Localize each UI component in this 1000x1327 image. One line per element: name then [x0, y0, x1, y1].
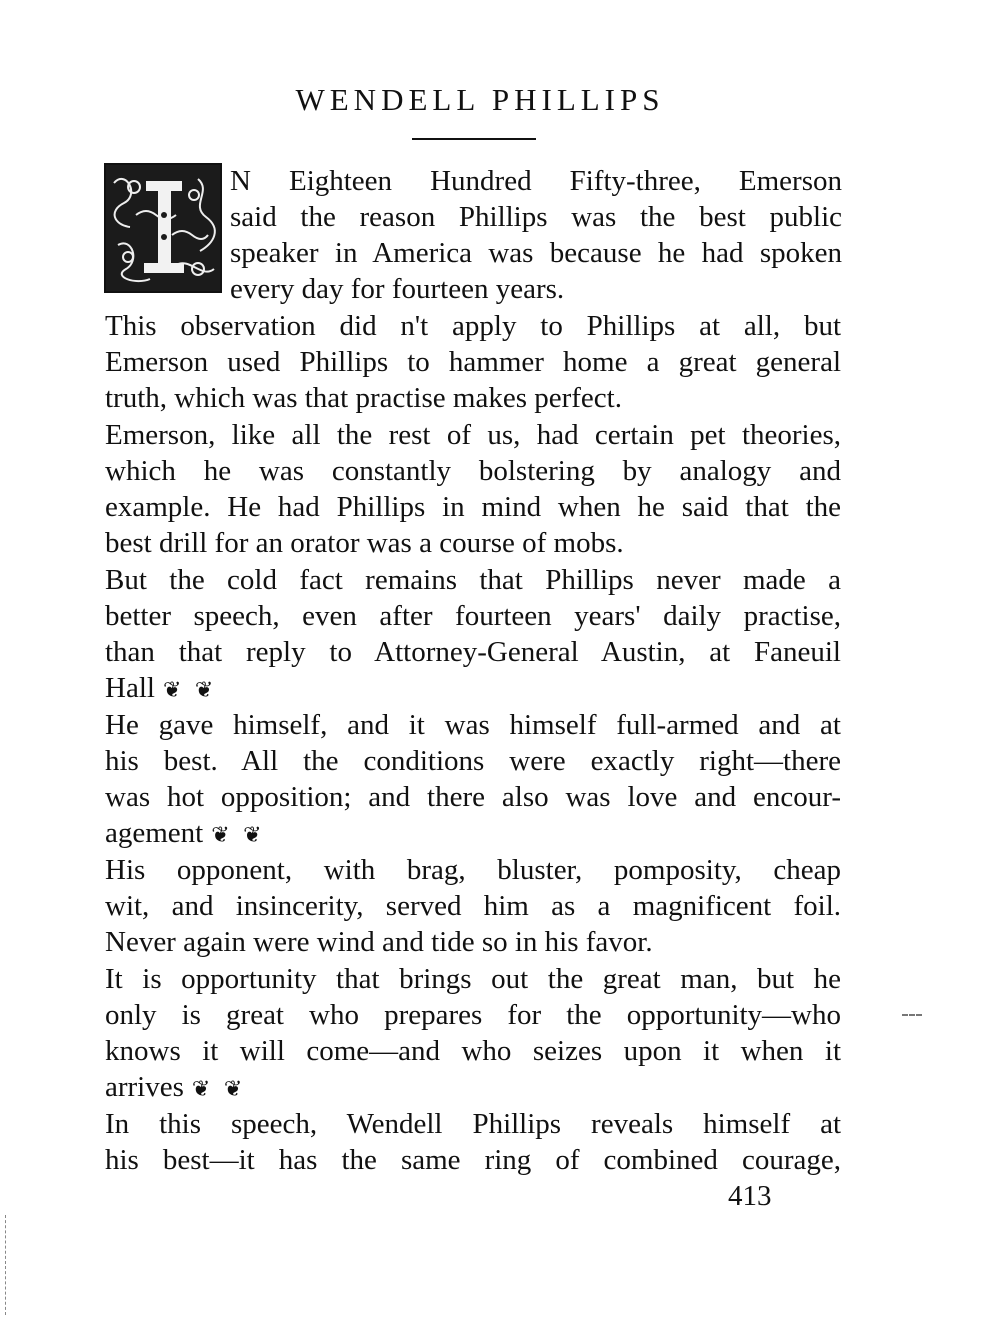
text-line: It is opportunity that brings out the great man, but he	[105, 963, 841, 995]
text-line: He gave himself, and it was himself full-armed and at	[105, 709, 841, 741]
scan-speck	[902, 1014, 922, 1018]
drop-cap-ornament-icon	[106, 165, 220, 291]
drop-cap	[104, 163, 222, 293]
text-line: was hot opposition; and there also was love and encour-	[105, 781, 841, 813]
fleuron-ornament-icon: ❦ ❦	[211, 822, 266, 847]
scan-edge-mark	[5, 1215, 6, 1315]
text-line: His opponent, with brag, bluster, pomposity, cheap	[105, 854, 841, 886]
text-line: speaker in America was because he had spoken	[230, 237, 842, 269]
text-line: wit, and insincerity, served him as a magnificent foil.	[105, 890, 841, 922]
page-number: 413	[728, 1180, 772, 1212]
title-rule	[412, 138, 536, 140]
running-head: WENDELL PHILLIPS	[295, 82, 665, 117]
text-line: agement	[105, 817, 204, 849]
text-line: better speech, even after fourteen years' daily practise,	[105, 600, 841, 632]
text-line: knows it will come—and who seizes upon it when it	[105, 1035, 841, 1067]
text-line: every day for fourteen years.	[230, 273, 565, 305]
text-line-with-ornament	[105, 815, 266, 853]
text-line: than that reply to Attorney-General Austin, at Faneuil	[105, 636, 841, 668]
text-line: Hall	[105, 672, 155, 704]
text-line: Emerson used Phillips to hammer home a great general	[105, 346, 841, 378]
text-line: which he was constantly bolstering by analogy and	[105, 455, 841, 487]
text-line: This observation did n't apply to Phillips at all, but	[105, 310, 841, 342]
text-line: truth, which was that practise makes perfect.	[105, 382, 622, 414]
text-line-with-ornament	[105, 670, 217, 708]
text-line: only is great who prepares for the opportunity—who	[105, 999, 841, 1031]
text-line: his best. All the conditions were exactly right—there	[105, 745, 841, 777]
text-line: But the cold fact remains that Phillips never made a	[105, 564, 841, 596]
fleuron-ornament-icon: ❦ ❦	[191, 1076, 247, 1101]
text-line: said the reason Phillips was the best public	[230, 201, 842, 233]
text-line: N Eighteen Hundred Fifty-three, Emerson	[230, 165, 842, 197]
text-line: his best—it has the same ring of combined courage,	[105, 1144, 841, 1176]
text-line-with-ornament	[105, 1069, 246, 1107]
text-line: Never again were wind and tide so in his favor.	[105, 926, 653, 958]
text-line: best drill for an orator was a course of mobs.	[105, 527, 624, 559]
fleuron-ornament-icon: ❦ ❦	[162, 677, 218, 702]
text-line: Emerson, like all the rest of us, had certain pet theories,	[105, 419, 841, 451]
text-line: In this speech, Wendell Phillips reveals himself at	[105, 1108, 841, 1140]
text-line: example. He had Phillips in mind when he said that the	[105, 491, 841, 523]
text-line: arrives	[105, 1071, 184, 1103]
